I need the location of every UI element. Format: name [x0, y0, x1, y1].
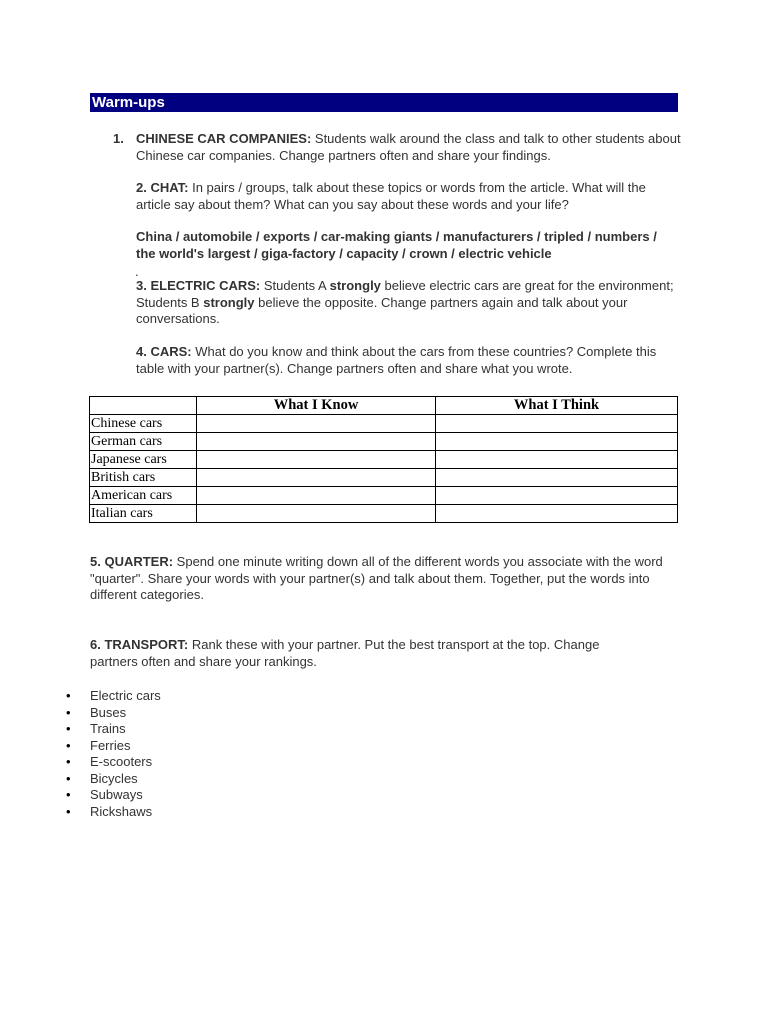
table-row	[90, 415, 678, 433]
list-item: • Buses	[66, 705, 161, 722]
table-row-label: German cars	[90, 433, 197, 451]
table-cell-think[interactable]	[436, 469, 678, 487]
table-row	[90, 505, 678, 523]
cars-table	[89, 396, 678, 523]
table-header-row	[90, 397, 678, 415]
item-5-paragraph	[90, 554, 675, 604]
table-header-think: What I Think	[436, 397, 678, 415]
item-2-text: In pairs / groups, talk about these topics or words from the article. What will the article say about them? What can you say about these words and your life?	[136, 180, 646, 212]
list-item: • E-scooters	[66, 754, 161, 771]
list-item: • Bicycles	[66, 771, 161, 788]
table-cell-know[interactable]	[197, 469, 436, 487]
item-2-paragraph	[136, 180, 676, 213]
item-2-dot: .	[135, 264, 139, 279]
table-cell-know[interactable]	[197, 505, 436, 523]
table-row	[90, 433, 678, 451]
item-1-number: 1.	[113, 131, 124, 146]
item-3-text-a: Students A	[260, 278, 330, 293]
item-3-label: 3. ELECTRIC CARS:	[136, 278, 261, 293]
list-item: • Subways	[66, 787, 161, 804]
section-header: Warm-ups	[90, 93, 678, 112]
list-item: • Ferries	[66, 738, 161, 755]
table-cell-know[interactable]	[197, 433, 436, 451]
table-header-know: What I Know	[197, 397, 436, 415]
transport-list	[66, 688, 161, 820]
table-cell-know[interactable]	[197, 451, 436, 469]
item-3-text-c: believe the opposite. Change partners again and talk about your conversations.	[136, 294, 628, 326]
table-row	[90, 487, 678, 505]
table-cell-think[interactable]	[436, 415, 678, 433]
list-item: • Rickshaws	[66, 804, 161, 821]
table-cell-know[interactable]	[197, 487, 436, 505]
table-row-label: American cars	[90, 487, 197, 505]
table-row	[90, 469, 678, 487]
item-4-label: 4. CARS:	[136, 344, 192, 359]
item-3-strong-1: strongly	[329, 278, 381, 293]
list-item: • Electric cars	[66, 688, 161, 705]
item-1-label: CHINESE CAR COMPANIES:	[136, 131, 312, 146]
list-item: • Trains	[66, 721, 161, 738]
table-cell-think[interactable]	[436, 433, 678, 451]
item-4-text: What do you know and think about the cars from these countries? Complete this table with your partner(s). Change partners often and share what you wrote.	[136, 344, 657, 376]
item-6-paragraph	[90, 637, 650, 670]
table-row-label: Japanese cars	[90, 451, 197, 469]
item-1-text: Students walk around the class and talk to other students about Chinese car companies. Change partners often and share your findings.	[136, 131, 681, 163]
table-row-label: Italian cars	[90, 505, 197, 523]
item-2-label: 2. CHAT:	[136, 180, 189, 195]
item-3-paragraph	[136, 278, 676, 328]
item-5-text: Spend one minute writing down all of the different words you associate with the word "quarter". Share your words with your partner(s) and talk about them. Together, put the words into different categories.	[90, 554, 663, 602]
item-5-label: 5. QUARTER:	[90, 554, 174, 569]
item-1-paragraph	[136, 131, 681, 164]
item-6-text: Rank these with your partner. Put the best transport at the top. Change partners often and share your rankings.	[90, 637, 600, 669]
table-cell-think[interactable]	[436, 451, 678, 469]
table-cell-think[interactable]	[436, 505, 678, 523]
item-3-strong-2: strongly	[203, 294, 255, 310]
table-row-label: Chinese cars	[90, 415, 197, 433]
item-2-word-list: China / automobile / exports / car-making giants / manufacturers / tripled / numbers / the world's largest / giga-factory / capacity / crown / electric vehicle	[136, 229, 657, 261]
item-4-paragraph	[136, 344, 671, 377]
table-row	[90, 451, 678, 469]
table-header-blank	[90, 397, 197, 415]
item-6-label: 6. TRANSPORT:	[90, 637, 189, 652]
table-cell-think[interactable]	[436, 487, 678, 505]
item-3-text-b: believe electric cars are great for the environment; Students B	[136, 278, 674, 310]
table-cell-know[interactable]	[197, 415, 436, 433]
table-row-label: British cars	[90, 469, 197, 487]
